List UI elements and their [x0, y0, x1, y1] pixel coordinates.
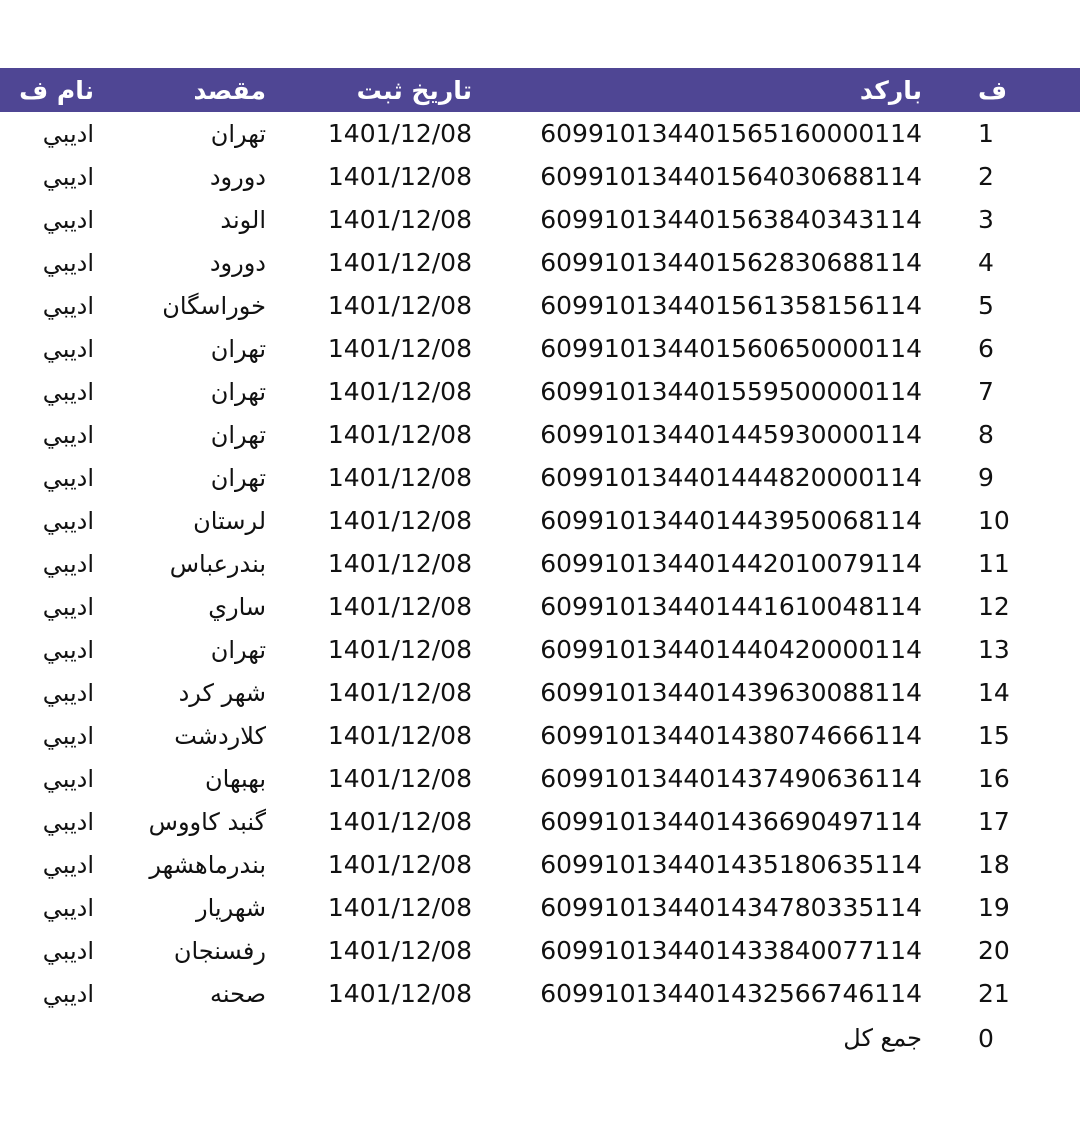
cell-sender-name: ادیبي	[42, 764, 94, 793]
cell-date: 1401/12/08	[327, 248, 472, 277]
barcode-report-table	[0, 68, 1080, 1061]
cell-date: 1401/12/08	[327, 506, 472, 535]
cell-date: 1401/12/08	[327, 162, 472, 191]
cell-barcode: 609910134401435180635114	[540, 850, 922, 879]
cell-barcode: 609910134401440420000114	[540, 635, 922, 664]
column-header-barcode[interactable]: بارکد	[859, 75, 922, 105]
cell-destination: تهران	[210, 334, 266, 363]
cell-index: 18	[978, 850, 1010, 879]
cell-date: 1401/12/08	[327, 850, 472, 879]
cell-date: 1401/12/08	[327, 592, 472, 621]
table-row[interactable]	[0, 370, 1080, 413]
cell-barcode: 609910134401432566746114	[540, 979, 922, 1008]
cell-destination: خوراسگان	[162, 291, 266, 320]
cell-date: 1401/12/08	[327, 807, 472, 836]
cell-index: 11	[978, 549, 1010, 578]
cell-destination: تهران	[210, 377, 266, 406]
cell-destination: لرستان	[193, 506, 266, 535]
table-row[interactable]	[0, 628, 1080, 671]
table-row[interactable]	[0, 929, 1080, 972]
cell-destination: تهران	[210, 119, 266, 148]
cell-date: 1401/12/08	[327, 764, 472, 793]
table-row[interactable]	[0, 413, 1080, 456]
cell-barcode: 609910134401444820000114	[540, 463, 922, 492]
cell-index: 20	[978, 936, 1010, 965]
cell-index: 10	[978, 506, 1010, 535]
cell-barcode: 609910134401436690497114	[540, 807, 922, 836]
cell-sender-name: ادیبي	[42, 248, 94, 277]
cell-barcode: 609910134401559500000114	[540, 377, 922, 406]
cell-index: 12	[978, 592, 1010, 621]
table-row[interactable]	[0, 972, 1080, 1015]
grand-total-index: 0	[978, 1023, 994, 1053]
cell-date: 1401/12/08	[327, 463, 472, 492]
cell-destination: تهران	[210, 635, 266, 664]
cell-destination: شهر کرد	[178, 678, 266, 707]
cell-date: 1401/12/08	[327, 635, 472, 664]
cell-barcode: 609910134401439630088114	[540, 678, 922, 707]
cell-sender-name: ادیبي	[42, 592, 94, 621]
cell-sender-name: ادیبي	[42, 463, 94, 492]
table-row[interactable]	[0, 499, 1080, 542]
cell-index: 4	[978, 248, 994, 277]
cell-index: 21	[978, 979, 1010, 1008]
cell-barcode: 609910134401562830688114	[540, 248, 922, 277]
cell-date: 1401/12/08	[327, 936, 472, 965]
cell-date: 1401/12/08	[327, 549, 472, 578]
cell-barcode: 609910134401441610048114	[540, 592, 922, 621]
cell-destination: دورود	[209, 162, 266, 191]
table-footer	[0, 1015, 1080, 1061]
cell-sender-name: ادیبي	[42, 635, 94, 664]
cell-sender-name: ادیبي	[42, 205, 94, 234]
cell-index: 3	[978, 205, 994, 234]
cell-sender-name: ادیبي	[42, 334, 94, 363]
cell-date: 1401/12/08	[327, 721, 472, 750]
table-row[interactable]	[0, 757, 1080, 800]
cell-destination: بندرماهشهر	[149, 850, 266, 879]
cell-destination: ساري	[208, 592, 266, 621]
cell-destination: کلاردشت	[174, 721, 266, 750]
table-header-row	[0, 68, 1080, 112]
table-body	[0, 112, 1080, 1015]
table-row[interactable]	[0, 671, 1080, 714]
table-row[interactable]	[0, 327, 1080, 370]
cell-index: 17	[978, 807, 1010, 836]
cell-destination: بهبهان	[205, 764, 266, 793]
cell-barcode: 609910134401433840077114	[540, 936, 922, 965]
cell-sender-name: ادیبي	[42, 162, 94, 191]
cell-index: 13	[978, 635, 1010, 664]
cell-index: 9	[978, 463, 994, 492]
cell-destination: دورود	[209, 248, 266, 277]
cell-index: 7	[978, 377, 994, 406]
cell-sender-name: ادیبي	[42, 506, 94, 535]
cell-destination: گنبد کاووس	[148, 807, 266, 836]
cell-date: 1401/12/08	[327, 119, 472, 148]
grand-total-spacer-destination	[104, 1015, 266, 1061]
cell-sender-name: ادیبي	[42, 420, 94, 449]
cell-date: 1401/12/08	[327, 420, 472, 449]
grand-total-row	[0, 1015, 1080, 1061]
column-header-destination[interactable]: مقصد	[193, 75, 266, 105]
table-row[interactable]	[0, 198, 1080, 241]
table-row[interactable]	[0, 241, 1080, 284]
cell-date: 1401/12/08	[327, 678, 472, 707]
cell-index: 15	[978, 721, 1010, 750]
cell-barcode: 609910134401442010079114	[540, 549, 922, 578]
cell-barcode: 609910134401443950068114	[540, 506, 922, 535]
column-header-index[interactable]: ف	[978, 75, 1008, 105]
cell-date: 1401/12/08	[327, 334, 472, 363]
cell-destination: تهران	[210, 463, 266, 492]
grand-total-spacer-date	[266, 1015, 478, 1061]
cell-barcode: 609910134401561358156114	[540, 291, 922, 320]
cell-barcode: 609910134401564030688114	[540, 162, 922, 191]
table-header	[0, 68, 1080, 112]
table-row[interactable]	[0, 886, 1080, 929]
cell-barcode: 609910134401560650000114	[540, 334, 922, 363]
cell-sender-name: ادیبي	[42, 979, 94, 1008]
cell-destination: رفسنجان	[173, 936, 266, 965]
cell-sender-name: ادیبي	[42, 119, 94, 148]
cell-barcode: 609910134401434780335114	[540, 893, 922, 922]
cell-index: 14	[978, 678, 1010, 707]
table-row[interactable]	[0, 542, 1080, 585]
cell-sender-name: ادیبي	[42, 893, 94, 922]
table-row[interactable]	[0, 155, 1080, 198]
cell-index: 1	[978, 119, 994, 148]
table-row[interactable]	[0, 456, 1080, 499]
cell-index: 5	[978, 291, 994, 320]
table-row[interactable]	[0, 284, 1080, 327]
cell-destination: شهریار	[196, 893, 266, 922]
table-row[interactable]	[0, 585, 1080, 628]
cell-barcode: 609910134401563840343114	[540, 205, 922, 234]
table-row[interactable]	[0, 843, 1080, 886]
cell-barcode: 609910134401437490636114	[540, 764, 922, 793]
cell-destination: تهران	[210, 420, 266, 449]
cell-index: 8	[978, 420, 994, 449]
grand-total-label: جمع کل	[843, 1024, 922, 1052]
cell-index: 6	[978, 334, 994, 363]
cell-barcode: 609910134401565160000114	[540, 119, 922, 148]
cell-sender-name: ادیبي	[42, 377, 94, 406]
cell-date: 1401/12/08	[327, 979, 472, 1008]
cell-index: 16	[978, 764, 1010, 793]
cell-date: 1401/12/08	[327, 893, 472, 922]
cell-index: 19	[978, 893, 1010, 922]
table-row[interactable]	[0, 714, 1080, 757]
table-row[interactable]	[0, 800, 1080, 843]
cell-date: 1401/12/08	[327, 205, 472, 234]
cell-destination: بندرعباس	[169, 549, 266, 578]
cell-date: 1401/12/08	[327, 377, 472, 406]
cell-index: 2	[978, 162, 994, 191]
grand-total-spacer-sender	[0, 1015, 104, 1061]
cell-barcode: 609910134401445930000114	[540, 420, 922, 449]
cell-destination: الوند	[220, 205, 266, 234]
cell-sender-name: ادیبي	[42, 678, 94, 707]
column-header-sender-name[interactable]: نام ف	[19, 75, 94, 105]
column-header-date[interactable]: تاریخ ثبت	[356, 75, 472, 105]
cell-sender-name: ادیبي	[42, 807, 94, 836]
table-row[interactable]	[0, 112, 1080, 155]
cell-destination: صحنه	[210, 979, 266, 1008]
cell-barcode: 609910134401438074666114	[540, 721, 922, 750]
cell-sender-name: ادیبي	[42, 721, 94, 750]
cell-sender-name: ادیبي	[42, 549, 94, 578]
cell-sender-name: ادیبي	[42, 291, 94, 320]
cell-sender-name: ادیبي	[42, 936, 94, 965]
cell-date: 1401/12/08	[327, 291, 472, 320]
cell-sender-name: ادیبي	[42, 850, 94, 879]
